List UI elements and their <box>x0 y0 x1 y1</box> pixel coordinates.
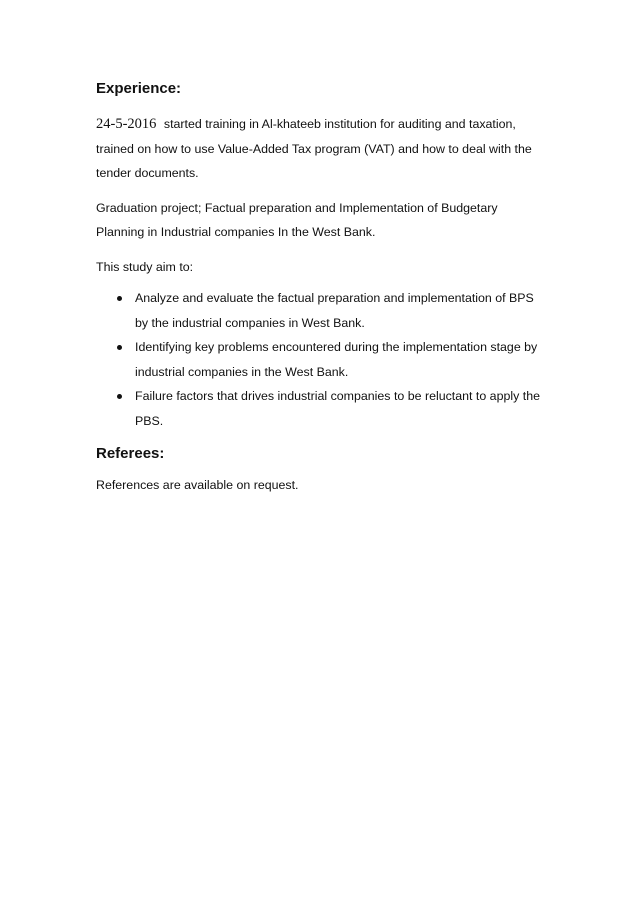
bullet-icon <box>117 394 122 399</box>
list-item <box>96 335 548 384</box>
document-page <box>96 78 548 498</box>
aim-text: Identifying key problems encountered during the implementation stage by industrial companies in the West Bank. <box>135 340 538 379</box>
training-paragraph <box>96 112 548 186</box>
experience-heading-text: Experience <box>96 80 177 97</box>
list-item <box>96 286 548 335</box>
experience-heading-colon: : <box>176 80 182 97</box>
graduation-paragraph: Graduation project; Factual preparation and Implementation of Budgetary Planning in Industrial companies In the West Bank. <box>96 200 498 239</box>
aim-text: Failure factors that drives industrial companies to be reluctant to apply the PBS. <box>135 389 540 428</box>
aim-text: Analyze and evaluate the factual preparation and implementation of BPS by the industrial companies in West Bank. <box>135 291 534 330</box>
bullet-icon <box>117 296 122 301</box>
experience-heading <box>96 78 548 100</box>
referees-heading-text: Referees <box>96 445 160 462</box>
referees-heading <box>96 443 548 465</box>
list-item <box>96 384 548 433</box>
aims-list <box>96 286 548 433</box>
training-date: 24-5-2016 <box>96 116 157 132</box>
referees-heading-colon: : <box>159 445 165 462</box>
bullet-icon <box>117 345 122 350</box>
study-intro: This study aim to: <box>96 259 194 274</box>
referees-text: References are available on request. <box>96 478 299 492</box>
training-text: started training in Al-khateeb institution for auditing and taxation, trained on how to use Value-Added Tax program (VAT) and how to deal with the tender documents. <box>96 117 532 180</box>
